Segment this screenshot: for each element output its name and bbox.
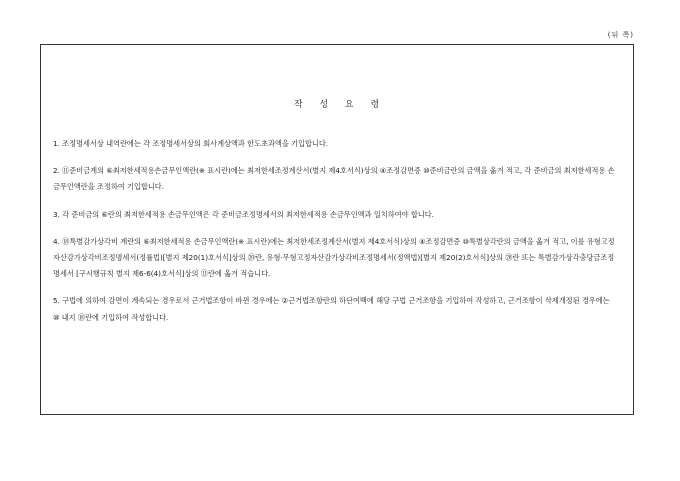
- instructions-box: [40, 44, 634, 415]
- instruction-item-3: 3. 각 준비금의 ⑥란의 최저한세적용 손금무인액은 각 준비금조정명세서의 최저한세적용 손금무인액과 일치하여야 합니다.: [53, 209, 434, 219]
- instruction-item-4: 4. ⑱특별감가상각비 계란의 ⑥최저한세적용 손금무인액란(※ 표시란)에는 최저한세조정계산서(별지 제4호서식)상의 ④조정감면증 ⑩특별상각란의 금액을 옮겨 적고, 이를 유형고정자산감가상각비조정명세서(정률법)[별지 제20(1)호서식]상의 ⑳란, 유형·무형고정자산감가상각비조정명세서(정액법)[별지 제20(2)호서식]상의 ⑳란 또는 특별감가상각충당금조정명세서 [구시행규칙 별지 제6-6(4)호서식]상의 ⑪란에 옮겨 적습니다.: [53, 236, 615, 279]
- instruction-item-5: 5. 구법에 의하여 감면이 계속되는 경우로서 근거법조항이 바뀐 경우에는 ②근거법조항란의 하단여백에 해당 구법 근거조항을 기입하여 작성하고, 근거조항이 삭제개정된 경우에는 ⑩ 내지 ⑱란에 기입하여 작성합니다.: [53, 296, 610, 322]
- page-side-label: (뒤 쪽): [607, 31, 634, 39]
- instruction-item-1: 1. 조정명세서상 내역란에는 각 조정명세서상의 회사계상액과 한도초과액을 기입합니다.: [53, 139, 329, 148]
- instructions-list: [53, 136, 615, 326]
- instructions-title: 작 성 요 령: [293, 100, 381, 110]
- instruction-item-2: 2. ⑪준비금계의 ⑥최저한세적용손금무인액란(※ 표시란)에는 최저한세조정계산서(별지 제4호서식)상의 ④조정감면증 ⑩준비금란의 금액을 옮겨 적고, 각 준비금의 최저한세적용 손금무인액란을 조정하여 기입합니다.: [53, 166, 615, 192]
